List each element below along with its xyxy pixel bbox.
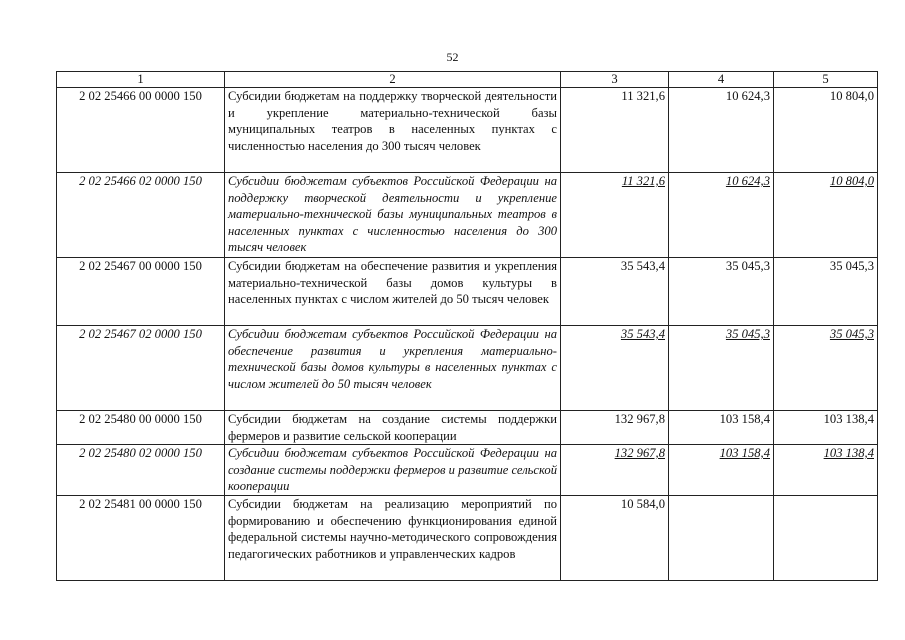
amount-col5-cell: 35 045,3	[774, 326, 878, 411]
description-cell: Субсидии бюджетам субъектов Российской Федерации на создание системы поддержки фермеров и развитие сельской кооперации	[225, 445, 561, 496]
description-cell: Субсидии бюджетам на создание системы поддержки фермеров и развитие сельской кооперации	[225, 411, 561, 445]
column-header-3: 3	[561, 72, 669, 88]
amount-col4-cell: 35 045,3	[669, 326, 774, 411]
column-header-5: 5	[774, 72, 878, 88]
table-row	[57, 258, 878, 326]
amount-col5-cell: 10 804,0	[774, 88, 878, 173]
amount-col4-cell: 35 045,3	[669, 258, 774, 326]
amount-col5-cell: 103 138,4	[774, 411, 878, 445]
budget-code-cell: 2 02 25466 00 0000 150	[57, 88, 225, 173]
table-row	[57, 173, 878, 258]
amount-col3-cell: 132 967,8	[561, 411, 669, 445]
budget-revenue-table	[56, 71, 878, 581]
amount-col5-cell	[774, 496, 878, 581]
description-cell: Субсидии бюджетам на реализацию мероприятий по формированию и обеспечению функционирования единой федеральной системы научно-методического сопровождения педагогических работников и управленческих кадров	[225, 496, 561, 581]
column-header-1: 1	[57, 72, 225, 88]
table-row	[57, 88, 878, 173]
description-cell: Субсидии бюджетам на поддержку творческой деятельности и укрепление материально-технической базы муниципальных театров в населенных пунктах с численностью населения до 300 тысяч человек	[225, 88, 561, 173]
table-header-row	[57, 72, 878, 88]
amount-col4-cell: 103 158,4	[669, 445, 774, 496]
amount-col3-cell: 35 543,4	[561, 258, 669, 326]
budget-code-cell: 2 02 25466 02 0000 150	[57, 173, 225, 258]
amount-col3-cell: 35 543,4	[561, 326, 669, 411]
amount-col4-cell: 10 624,3	[669, 173, 774, 258]
table-row	[57, 411, 878, 445]
amount-col4-cell: 10 624,3	[669, 88, 774, 173]
page-number: 52	[446, 50, 459, 64]
budget-code-cell: 2 02 25481 00 0000 150	[57, 496, 225, 581]
amount-col3-cell: 11 321,6	[561, 88, 669, 173]
amount-col4-cell	[669, 496, 774, 581]
table-row	[57, 496, 878, 581]
budget-code-cell: 2 02 25467 00 0000 150	[57, 258, 225, 326]
description-cell: Субсидии бюджетам на обеспечение развития и укрепления материально-технической базы домов культуры в населенных пунктах с числом жителей до 50 тысяч человек	[225, 258, 561, 326]
amount-col5-cell: 103 138,4	[774, 445, 878, 496]
column-header-4: 4	[669, 72, 774, 88]
amount-col3-cell: 132 967,8	[561, 445, 669, 496]
budget-code-cell: 2 02 25467 02 0000 150	[57, 326, 225, 411]
table-row	[57, 326, 878, 411]
description-cell: Субсидии бюджетам субъектов Российской Федерации на обеспечение развития и укрепления материально-технической базы домов культуры в населенных пунктах с числом жителей до 50 тысяч человек	[225, 326, 561, 411]
description-cell: Субсидии бюджетам субъектов Российской Федерации на поддержку творческой деятельности и укрепление материально-технической базы муниципальных театров в населенных пунктах с численностью населения до 300 тысяч человек	[225, 173, 561, 258]
table-row	[57, 445, 878, 496]
budget-code-cell: 2 02 25480 02 0000 150	[57, 445, 225, 496]
amount-col4-cell: 103 158,4	[669, 411, 774, 445]
budget-code-cell: 2 02 25480 00 0000 150	[57, 411, 225, 445]
amount-col3-cell: 10 584,0	[561, 496, 669, 581]
amount-col3-cell: 11 321,6	[561, 173, 669, 258]
amount-col5-cell: 35 045,3	[774, 258, 878, 326]
column-header-2: 2	[225, 72, 561, 88]
amount-col5-cell: 10 804,0	[774, 173, 878, 258]
